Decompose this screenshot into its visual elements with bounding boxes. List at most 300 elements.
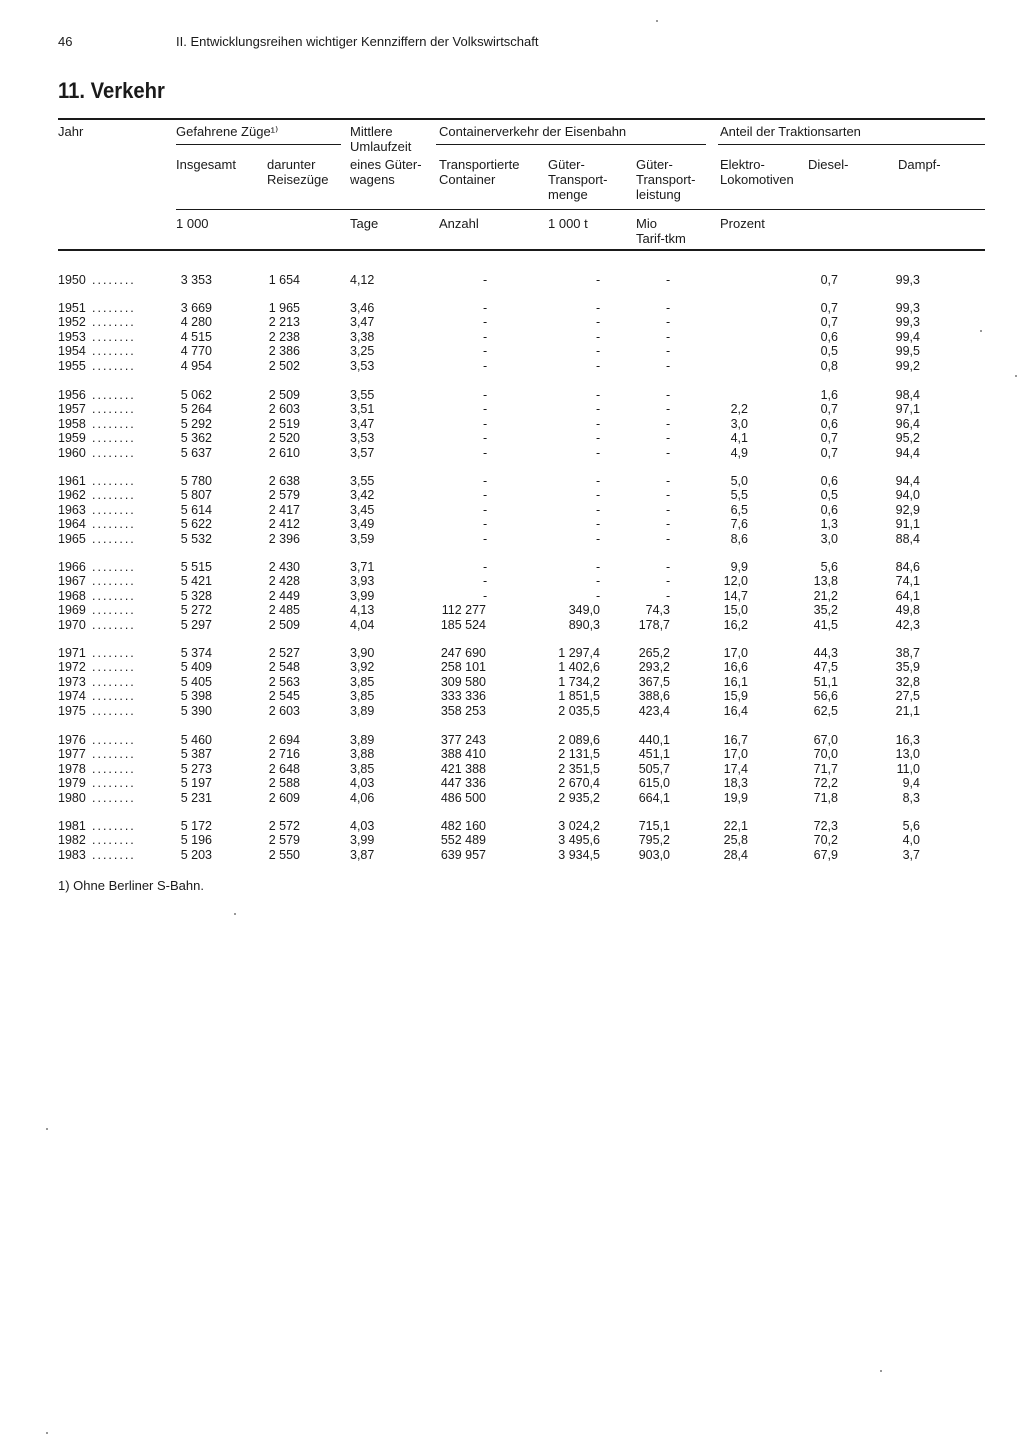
cell-guetertransport: - — [666, 358, 671, 373]
table-header-bottom-rule — [58, 249, 985, 251]
cell-diesel: 41,5 — [813, 617, 838, 632]
year-label: 1955 — [58, 358, 86, 373]
cell-guetertransport: 293,2 — [638, 660, 670, 675]
cell-reisezuege: 2 563 — [268, 674, 300, 689]
cell-guetermenge: 2 351,5 — [558, 761, 600, 776]
unit-mio: Mio — [636, 216, 657, 231]
cell-elektro: 19,9 — [723, 790, 748, 805]
scan-speck — [234, 913, 236, 915]
leader-dots: ........ — [92, 388, 136, 402]
cell-insgesamt: 5 614 — [180, 502, 212, 517]
cell-insgesamt: 5 362 — [180, 431, 212, 446]
cell-container: 377 243 — [440, 733, 486, 747]
cell-dampf: 99,4 — [895, 329, 920, 344]
year-label: 1952 — [58, 315, 86, 330]
cell-insgesamt: 5 272 — [180, 603, 212, 618]
cell-reisezuege: 2 396 — [268, 531, 300, 546]
year-label: 1977 — [58, 747, 86, 762]
cell-dampf: 16,3 — [895, 733, 920, 747]
cell-reisezuege: 2 545 — [268, 689, 300, 704]
cell-elektro: 8,6 — [730, 531, 748, 546]
cell-umlaufzeit: 3,53 — [350, 431, 375, 446]
cell-reisezuege: 2 550 — [268, 847, 300, 862]
cell-container: - — [483, 588, 488, 603]
cell-diesel: 0,6 — [820, 502, 838, 517]
cell-guetermenge: - — [596, 344, 601, 359]
cell-umlaufzeit: 3,92 — [350, 660, 375, 675]
cell-guetertransport: - — [666, 388, 671, 402]
rule-zuege — [176, 144, 341, 145]
cell-guetermenge: 2 935,2 — [558, 790, 600, 805]
cell-umlaufzeit: 3,47 — [350, 315, 375, 330]
header-umlaufzeit: Umlaufzeit — [350, 139, 412, 154]
cell-guetermenge: - — [596, 431, 601, 446]
cell-dampf: 98,4 — [895, 388, 920, 402]
cell-guetertransport: - — [666, 588, 671, 603]
page-title: 11. Verkehr — [58, 78, 165, 103]
leader-dots: ........ — [92, 790, 136, 805]
cell-guetermenge: 1 851,5 — [558, 689, 600, 704]
cell-dampf: 42,3 — [895, 617, 920, 632]
cell-elektro: 12,0 — [723, 574, 748, 589]
cell-guetermenge: 3 934,5 — [558, 847, 600, 862]
cell-elektro: 5,5 — [730, 488, 748, 503]
cell-guetertransport: - — [666, 488, 671, 503]
leader-dots: ........ — [92, 776, 136, 791]
cell-dampf: 99,3 — [895, 315, 920, 330]
header-darunter: darunter — [267, 157, 316, 172]
cell-diesel: 67,9 — [813, 847, 838, 862]
cell-guetermenge: - — [596, 574, 601, 589]
cell-insgesamt: 4 515 — [180, 329, 212, 344]
cell-diesel: 72,2 — [813, 776, 838, 791]
cell-elektro: 14,7 — [723, 588, 748, 603]
year-label: 1964 — [58, 517, 86, 532]
cell-diesel: 51,1 — [813, 674, 838, 689]
cell-container: 421 388 — [440, 761, 486, 776]
cell-diesel: 0,7 — [820, 315, 838, 330]
leader-dots: ........ — [92, 733, 136, 747]
header-wagens: wagens — [350, 172, 395, 187]
cell-dampf: 94,4 — [895, 445, 920, 460]
cell-container: - — [483, 560, 488, 574]
cell-elektro: 16,2 — [723, 617, 748, 632]
cell-guetertransport: 795,2 — [638, 833, 670, 848]
year-label: 1957 — [58, 402, 86, 417]
year-label: 1953 — [58, 329, 86, 344]
cell-container: - — [483, 329, 488, 344]
cell-umlaufzeit: 3,49 — [350, 517, 375, 532]
cell-guetermenge: - — [596, 301, 601, 315]
cell-umlaufzeit: 3,90 — [350, 646, 375, 660]
cell-reisezuege: 2 386 — [268, 344, 300, 359]
cell-insgesamt: 5 231 — [180, 790, 212, 805]
cell-guetermenge: - — [596, 388, 601, 402]
cell-umlaufzeit: 4,03 — [350, 776, 375, 791]
cell-container: 112 277 — [441, 603, 486, 618]
year-label: 1982 — [58, 833, 86, 848]
cell-guetermenge: 2 089,6 — [558, 733, 600, 747]
year-label: 1975 — [58, 703, 86, 718]
scan-speck — [46, 1128, 48, 1130]
cell-diesel: 70,0 — [813, 747, 838, 762]
year-label: 1968 — [58, 588, 86, 603]
cell-guetermenge: - — [596, 560, 601, 574]
running-header: II. Entwicklungsreihen wichtiger Kennziffern der Volkswirtschaft — [176, 34, 539, 49]
header-gueter-leistung-2: Transport- — [636, 172, 696, 187]
cell-diesel: 0,6 — [820, 416, 838, 431]
cell-insgesamt: 5 421 — [180, 574, 212, 589]
cell-container: 388 410 — [440, 747, 486, 762]
cell-insgesamt: 5 807 — [180, 488, 212, 503]
year-label: 1963 — [58, 502, 86, 517]
cell-diesel: 35,2 — [813, 603, 838, 618]
cell-elektro: 22,1 — [723, 819, 748, 833]
cell-guetermenge: - — [596, 517, 601, 532]
leader-dots: ........ — [92, 747, 136, 762]
cell-insgesamt: 5 196 — [180, 833, 212, 848]
cell-guetertransport: 178,7 — [638, 617, 670, 632]
cell-insgesamt: 5 532 — [180, 531, 212, 546]
cell-insgesamt: 5 780 — [180, 474, 212, 488]
cell-diesel: 1,3 — [820, 517, 838, 532]
cell-guetertransport: - — [666, 574, 671, 589]
cell-insgesamt: 5 460 — [180, 733, 212, 747]
cell-umlaufzeit: 3,93 — [350, 574, 375, 589]
cell-dampf: 94,0 — [895, 488, 920, 503]
cell-elektro: 16,6 — [723, 660, 748, 675]
cell-elektro: 15,0 — [723, 603, 748, 618]
cell-dampf: 99,2 — [895, 358, 920, 373]
cell-diesel: 0,6 — [820, 474, 838, 488]
cell-container: - — [483, 574, 488, 589]
cell-dampf: 99,3 — [895, 301, 920, 315]
cell-dampf: 88,4 — [895, 531, 920, 546]
cell-umlaufzeit: 3,38 — [350, 329, 375, 344]
cell-insgesamt: 4 280 — [180, 315, 212, 330]
cell-umlaufzeit: 3,87 — [350, 847, 375, 862]
header-gueter-menge-1: Güter- — [548, 157, 585, 172]
cell-guetermenge: - — [596, 329, 601, 344]
cell-guetertransport: 440,1 — [638, 733, 670, 747]
cell-elektro: 17,4 — [723, 761, 748, 776]
cell-guetertransport: - — [666, 474, 671, 488]
cell-umlaufzeit: 3,59 — [350, 531, 375, 546]
year-label: 1959 — [58, 431, 86, 446]
cell-elektro: 6,5 — [730, 502, 748, 517]
cell-umlaufzeit: 4,03 — [350, 819, 375, 833]
cell-reisezuege: 2 238 — [268, 329, 300, 344]
leader-dots: ........ — [92, 488, 136, 503]
cell-container: 333 336 — [440, 689, 486, 704]
cell-dampf: 94,4 — [895, 474, 920, 488]
cell-diesel: 56,6 — [813, 689, 838, 704]
cell-guetertransport: - — [666, 531, 671, 546]
cell-container: 552 489 — [440, 833, 486, 848]
cell-reisezuege: 2 548 — [268, 660, 300, 675]
cell-insgesamt: 5 374 — [180, 646, 212, 660]
header-insgesamt: Insgesamt — [176, 157, 236, 172]
cell-umlaufzeit: 3,25 — [350, 344, 375, 359]
header-mittlere: Mittlere — [350, 124, 393, 139]
cell-insgesamt: 5 292 — [180, 416, 212, 431]
cell-guetermenge: - — [596, 531, 601, 546]
cell-container: 639 957 — [440, 847, 486, 862]
header-gueter-menge-2: Transport- — [548, 172, 608, 187]
leader-dots: ........ — [92, 301, 136, 315]
cell-insgesamt: 5 405 — [180, 674, 212, 689]
cell-container: - — [483, 531, 488, 546]
header-anteil-traktionsarten: Anteil der Traktionsarten — [720, 124, 861, 139]
cell-diesel: 71,7 — [813, 761, 838, 776]
page-number: 46 — [58, 34, 73, 49]
cell-insgesamt: 5 297 — [180, 617, 212, 632]
cell-insgesamt: 5 622 — [180, 517, 212, 532]
cell-umlaufzeit: 3,51 — [350, 402, 375, 417]
cell-guetertransport: 664,1 — [638, 790, 670, 805]
cell-diesel: 72,3 — [813, 819, 838, 833]
cell-diesel: 70,2 — [813, 833, 838, 848]
cell-guetermenge: 1 402,6 — [558, 660, 600, 675]
cell-umlaufzeit: 3,89 — [350, 733, 375, 747]
cell-insgesamt: 5 203 — [180, 847, 212, 862]
leader-dots: ........ — [92, 502, 136, 517]
leader-dots: ........ — [92, 431, 136, 446]
year-label: 1962 — [58, 488, 86, 503]
cell-reisezuege: 2 609 — [268, 790, 300, 805]
cell-guetertransport: - — [666, 416, 671, 431]
year-label: 1956 — [58, 388, 86, 402]
cell-elektro: 16,1 — [723, 674, 748, 689]
cell-dampf: 95,2 — [895, 431, 920, 446]
cell-container: - — [483, 431, 488, 446]
header-gueter-leistung-3: leistung — [636, 187, 681, 202]
header-containerverkehr: Containerverkehr der Eisenbahn — [439, 124, 627, 139]
cell-diesel: 5,6 — [820, 560, 838, 574]
leader-dots: ........ — [92, 574, 136, 589]
leader-dots: ........ — [92, 617, 136, 632]
cell-insgesamt: 5 637 — [180, 445, 212, 460]
cell-insgesamt: 5 273 — [180, 761, 212, 776]
cell-guetertransport: - — [666, 445, 671, 460]
cell-guetermenge: 890,3 — [568, 617, 600, 632]
cell-dampf: 38,7 — [895, 646, 920, 660]
cell-diesel: 0,5 — [820, 344, 838, 359]
cell-reisezuege: 1 654 — [268, 273, 300, 287]
scan-speck — [980, 330, 982, 332]
unit-tarif-tkm: Tarif-tkm — [636, 231, 686, 246]
cell-elektro: 28,4 — [723, 847, 748, 862]
cell-insgesamt: 5 390 — [180, 703, 212, 718]
header-container: Container — [439, 172, 496, 187]
cell-container: - — [483, 517, 488, 532]
leader-dots: ........ — [92, 588, 136, 603]
leader-dots: ........ — [92, 847, 136, 862]
cell-container: - — [483, 474, 488, 488]
leader-dots: ........ — [92, 689, 136, 704]
cell-guetertransport: - — [666, 502, 671, 517]
cell-guetertransport: 715,1 — [638, 819, 670, 833]
cell-dampf: 9,4 — [902, 776, 920, 791]
cell-guetertransport: - — [666, 560, 671, 574]
cell-guetermenge: - — [596, 273, 601, 287]
scan-speck — [46, 1432, 48, 1434]
cell-insgesamt: 3 353 — [180, 273, 212, 287]
cell-container: - — [483, 445, 488, 460]
footnote: 1) Ohne Berliner S-Bahn. — [58, 878, 204, 893]
cell-guetertransport: 505,7 — [638, 761, 670, 776]
cell-reisezuege: 2 610 — [268, 445, 300, 460]
cell-reisezuege: 2 527 — [268, 646, 300, 660]
unit-tausend: 1 000 — [176, 216, 209, 231]
year-label: 1969 — [58, 603, 86, 618]
cell-container: - — [483, 388, 488, 402]
cell-guetermenge: 2 131,5 — [558, 747, 600, 762]
cell-diesel: 0,7 — [820, 273, 838, 287]
year-label: 1976 — [58, 733, 86, 747]
cell-umlaufzeit: 3,57 — [350, 445, 375, 460]
cell-guetermenge: 1 734,2 — [558, 674, 600, 689]
header-transportierte: Transportierte — [439, 157, 520, 172]
cell-umlaufzeit: 3,45 — [350, 502, 375, 517]
cell-insgesamt: 5 398 — [180, 689, 212, 704]
cell-guetermenge: - — [596, 488, 601, 503]
cell-guetermenge: 1 297,4 — [558, 646, 600, 660]
cell-reisezuege: 2 509 — [268, 617, 300, 632]
cell-umlaufzeit: 3,99 — [350, 588, 375, 603]
cell-reisezuege: 2 694 — [268, 733, 300, 747]
leader-dots: ........ — [92, 474, 136, 488]
year-label: 1950 — [58, 273, 86, 287]
cell-reisezuege: 1 965 — [268, 301, 300, 315]
cell-reisezuege: 2 502 — [268, 358, 300, 373]
cell-container: 486 500 — [440, 790, 486, 805]
leader-dots: ........ — [92, 819, 136, 833]
cell-insgesamt: 5 409 — [180, 660, 212, 675]
header-eines-gueter: eines Güter- — [350, 157, 422, 172]
cell-guetermenge: - — [596, 474, 601, 488]
cell-guetermenge: 3 495,6 — [558, 833, 600, 848]
cell-guetertransport: 388,6 — [638, 689, 670, 704]
cell-umlaufzeit: 3,55 — [350, 474, 375, 488]
cell-diesel: 1,6 — [820, 388, 838, 402]
cell-dampf: 91,1 — [895, 517, 920, 532]
cell-diesel: 3,0 — [820, 531, 838, 546]
cell-reisezuege: 2 638 — [268, 474, 300, 488]
cell-insgesamt: 5 062 — [180, 388, 212, 402]
cell-diesel: 47,5 — [813, 660, 838, 675]
cell-guetertransport: - — [666, 517, 671, 532]
unit-prozent: Prozent — [720, 216, 765, 231]
header-dampf: Dampf- — [898, 157, 941, 172]
year-label: 1960 — [58, 445, 86, 460]
year-label: 1978 — [58, 761, 86, 776]
year-label: 1983 — [58, 847, 86, 862]
cell-container: 358 253 — [440, 703, 486, 718]
scan-speck — [880, 1370, 882, 1372]
cell-umlaufzeit: 3,85 — [350, 674, 375, 689]
cell-dampf: 13,0 — [895, 747, 920, 762]
cell-umlaufzeit: 3,89 — [350, 703, 375, 718]
cell-insgesamt: 5 172 — [180, 819, 212, 833]
cell-diesel: 0,7 — [820, 402, 838, 417]
cell-diesel: 67,0 — [813, 733, 838, 747]
cell-container: - — [483, 488, 488, 503]
year-label: 1971 — [58, 646, 86, 660]
cell-dampf: 92,9 — [895, 502, 920, 517]
cell-container: 309 580 — [440, 674, 486, 689]
cell-container: - — [483, 273, 488, 287]
cell-guetertransport: 265,2 — [638, 646, 670, 660]
unit-tausend-t: 1 000 t — [548, 216, 588, 231]
cell-dampf: 11,0 — [896, 761, 920, 776]
cell-umlaufzeit: 3,46 — [350, 301, 375, 315]
cell-guetertransport: - — [666, 315, 671, 330]
cell-dampf: 3,7 — [902, 847, 920, 862]
cell-insgesamt: 5 387 — [180, 747, 212, 762]
cell-elektro: 9,9 — [730, 560, 748, 574]
cell-guetermenge: - — [596, 402, 601, 417]
cell-diesel: 62,5 — [813, 703, 838, 718]
leader-dots: ........ — [92, 560, 136, 574]
cell-guetermenge: 2 035,5 — [558, 703, 600, 718]
cell-reisezuege: 2 588 — [268, 776, 300, 791]
scan-speck — [1015, 375, 1017, 377]
cell-guetertransport: 367,5 — [638, 674, 670, 689]
leader-dots: ........ — [92, 603, 136, 618]
leader-dots: ........ — [92, 531, 136, 546]
leader-dots: ........ — [92, 660, 136, 675]
cell-reisezuege: 2 417 — [268, 502, 300, 517]
header-gueter-leistung-1: Güter- — [636, 157, 673, 172]
cell-umlaufzeit: 3,99 — [350, 833, 375, 848]
header-lokomotiven: Lokomotiven — [720, 172, 794, 187]
cell-umlaufzeit: 3,55 — [350, 388, 375, 402]
cell-insgesamt: 4 954 — [180, 358, 212, 373]
cell-dampf: 27,5 — [895, 689, 920, 704]
cell-guetermenge: - — [596, 445, 601, 460]
year-label: 1967 — [58, 574, 86, 589]
year-label: 1981 — [58, 819, 86, 833]
cell-reisezuege: 2 430 — [268, 560, 300, 574]
leader-dots: ........ — [92, 646, 136, 660]
cell-umlaufzeit: 3,85 — [350, 689, 375, 704]
year-label: 1958 — [58, 416, 86, 431]
cell-umlaufzeit: 3,53 — [350, 358, 375, 373]
cell-elektro: 4,1 — [730, 431, 748, 446]
leader-dots: ........ — [92, 445, 136, 460]
cell-container: 185 524 — [440, 617, 486, 632]
leader-dots: ........ — [92, 517, 136, 532]
cell-insgesamt: 5 264 — [180, 402, 212, 417]
table-top-rule — [58, 118, 985, 120]
cell-dampf: 5,6 — [902, 819, 920, 833]
cell-container: 447 336 — [440, 776, 486, 791]
leader-dots: ........ — [92, 329, 136, 344]
cell-container: 247 690 — [440, 646, 486, 660]
cell-guetertransport: 615,0 — [638, 776, 670, 791]
cell-container: - — [483, 402, 488, 417]
cell-guetertransport: 903,0 — [638, 847, 670, 862]
cell-dampf: 32,8 — [895, 674, 920, 689]
cell-umlaufzeit: 4,06 — [350, 790, 375, 805]
cell-reisezuege: 2 449 — [268, 588, 300, 603]
leader-dots: ........ — [92, 344, 136, 359]
cell-guetertransport: - — [666, 273, 671, 287]
cell-container: - — [483, 344, 488, 359]
cell-dampf: 96,4 — [895, 416, 920, 431]
year-label: 1961 — [58, 474, 86, 488]
